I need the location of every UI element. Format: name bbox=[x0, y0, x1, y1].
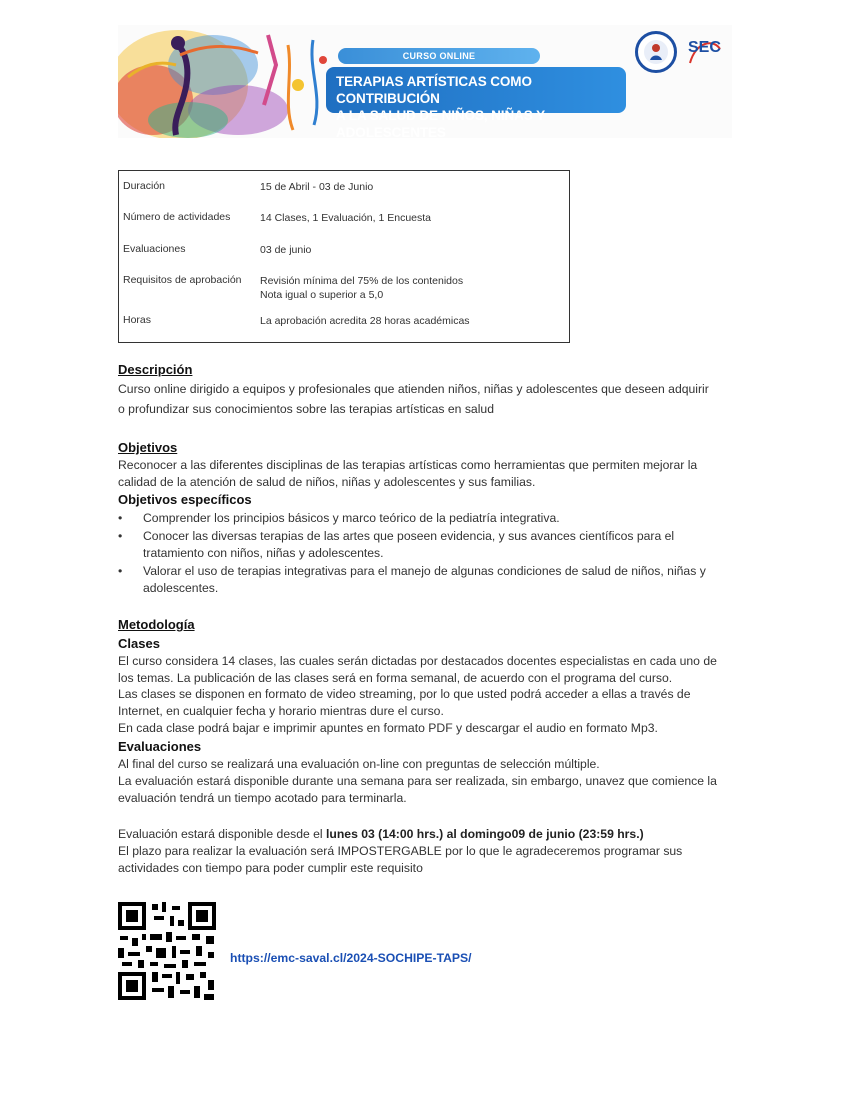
bullet-icon: • bbox=[118, 564, 123, 578]
objectives-line: calidad de la atención de salud de niños, niñas y adolescentes y sus familias. bbox=[118, 475, 536, 489]
list-item-text: tratamiento con niños, niñas y adolescentes. bbox=[143, 546, 384, 560]
info-value: 03 de junio bbox=[260, 244, 312, 256]
info-value-secondary: Nota igual o superior a 5,0 bbox=[260, 289, 384, 301]
sec-logo bbox=[684, 35, 724, 75]
specific-objectives-heading: Objetivos específicos bbox=[118, 492, 252, 507]
objectives-heading: Objetivos bbox=[118, 440, 178, 455]
list-item-text: adolescentes. bbox=[143, 581, 219, 595]
classes-line: los temas. La publicación de las clases será en forma semanal, de acuerdo con el programa del curso. bbox=[118, 671, 673, 685]
course-type-badge: CURSO ONLINE bbox=[338, 48, 540, 64]
info-value: 14 Clases, 1 Evaluación, 1 Encuesta bbox=[260, 212, 432, 224]
classes-line: En cada clase podrá bajar e imprimir apuntes en formato PDF y descargar el audio en formato Mp3. bbox=[118, 721, 658, 735]
info-label: Horas bbox=[123, 314, 152, 326]
deadline-line: actividades con tiempo para poder cumplir este requisito bbox=[118, 861, 423, 875]
course-link[interactable]: https://emc-saval.cl/2024-SOCHIPE-TAPS/ bbox=[230, 951, 472, 965]
info-value: 15 de Abril - 03 de Junio bbox=[260, 181, 374, 193]
info-label: Duración bbox=[123, 180, 166, 192]
course-title-line1: TERAPIAS ARTÍSTICAS COMO CONTRIBUCIÓN bbox=[336, 74, 532, 106]
classes-line: El curso considera 14 clases, las cuales serán dictadas por destacados docentes especialistas en cada uno de bbox=[118, 654, 717, 668]
evaluations-heading: Evaluaciones bbox=[118, 739, 202, 754]
qr-code-icon[interactable] bbox=[118, 902, 216, 1000]
availability-line bbox=[118, 826, 732, 843]
info-label: Requisitos de aprobación bbox=[123, 274, 242, 286]
objectives-line: Reconocer a las diferentes disciplinas de las terapias artísticas como herramientas que permiten mejorar la bbox=[118, 458, 698, 472]
sochipe-logo bbox=[635, 31, 677, 73]
info-value: La aprobación acredita 28 horas académicas bbox=[260, 315, 470, 327]
deadline-line: El plazo para realizar la evaluación será IMPOSTERGABLE por lo que le agradeceremos programar sus bbox=[118, 844, 683, 858]
description-line: Curso online dirigido a equipos y profesionales que atienden niños, niñas y adolescentes que deseen adquirir bbox=[118, 382, 709, 396]
course-banner bbox=[118, 25, 732, 138]
description-heading: Descripción bbox=[118, 362, 193, 377]
info-label: Número de actividades bbox=[123, 211, 231, 223]
course-title bbox=[326, 67, 626, 138]
classes-line: Las clases se disponen en formato de video streaming, por lo que usted podrá acceder a ellas a través de bbox=[118, 687, 691, 701]
description-line: o profundizar sus conocimientos sobre las terapias artísticas en salud bbox=[118, 402, 494, 416]
course-info-table bbox=[118, 170, 570, 343]
bullet-icon: • bbox=[118, 529, 123, 543]
list-item-text: Conocer las diversas terapias de las artes que poseen evidencia, y sus avances científicos para el bbox=[143, 529, 675, 543]
sochipe-emblem-icon bbox=[638, 34, 674, 70]
methodology-heading: Metodología bbox=[118, 617, 195, 632]
course-title-line2: A LA SALUD DE NIÑOS, NIÑAS Y ADOLESCENTES bbox=[336, 108, 545, 138]
availability-dates: lunes 03 (14:00 hrs.) al domingo09 de junio (23:59 hrs.) bbox=[326, 827, 644, 841]
evaluations-line: Al final del curso se realizará una evaluación on-line con preguntas de selección múltiple. bbox=[118, 757, 600, 771]
evaluations-line: evaluación tendrá un tiempo acotado para terminarla. bbox=[118, 791, 407, 805]
info-label: Evaluaciones bbox=[123, 243, 186, 255]
classes-line: Internet, en cualquier fecha y horario mientras dure el curso. bbox=[118, 704, 444, 718]
info-value: Revisión mínima del 75% de los contenidos bbox=[260, 275, 464, 287]
list-item-text: Comprender los principios básicos y marco teórico de la pediatría integrativa. bbox=[143, 511, 560, 525]
list-item-text: Valorar el uso de terapias integrativas para el manejo de algunas condiciones de salud de niños, niñas y bbox=[143, 564, 706, 578]
classes-heading: Clases bbox=[118, 636, 160, 651]
evaluations-line: La evaluación estará disponible durante una semana para ser realizada, sin embargo, unavez que comience la bbox=[118, 774, 717, 788]
artistic-dancer-illustration bbox=[118, 25, 348, 138]
availability-prefix: Evaluación estará disponible desde el bbox=[118, 827, 327, 841]
bullet-icon: • bbox=[118, 511, 123, 525]
sec-logo-text: SEC bbox=[688, 39, 721, 56]
